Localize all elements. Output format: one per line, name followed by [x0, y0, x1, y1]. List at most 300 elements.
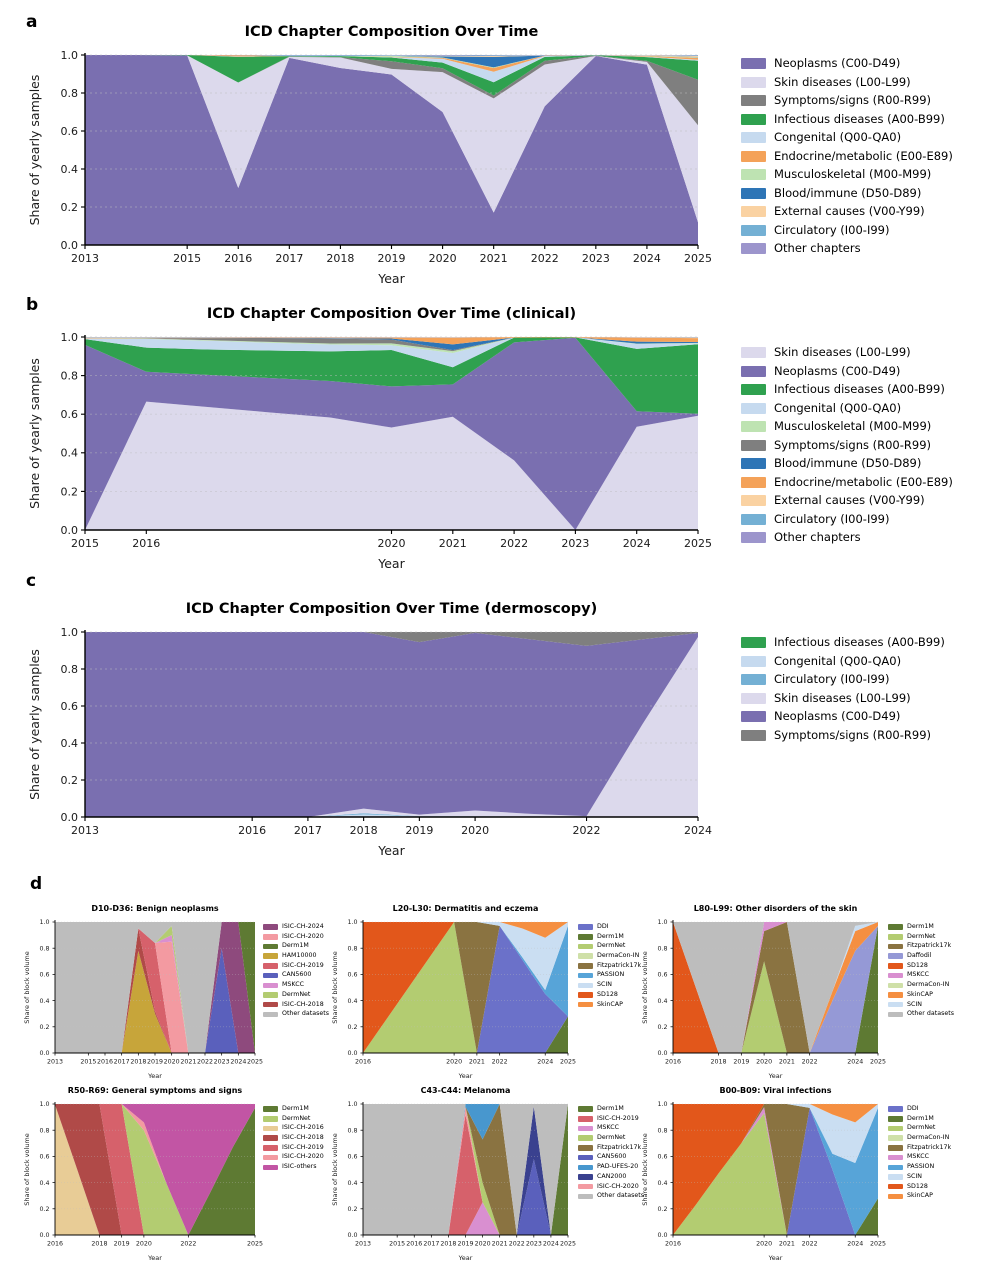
legend-label: Blood/immune (D50-D89): [774, 185, 922, 200]
legend-swatch-icon: [888, 1155, 903, 1161]
legend-d1: [263, 924, 329, 1021]
legend-label: SCIN: [907, 1000, 922, 1008]
legend-item: [741, 511, 953, 526]
legend-item: [263, 1135, 324, 1141]
legend-label: Congenital (Q00-QA0): [774, 130, 902, 144]
legend-swatch-icon: [888, 992, 903, 998]
y-axis-label: Share of block volume: [641, 951, 649, 1024]
legend-swatch-icon: [263, 1126, 278, 1132]
x-axis-label: Year: [458, 1072, 473, 1080]
legend-item: [263, 1106, 324, 1112]
chart-d1-title: D10-D36: Benign neoplasms: [91, 904, 219, 913]
legend-swatch-icon: [578, 1194, 593, 1200]
legend-swatch-icon: [578, 992, 593, 998]
x-tick-label: 2017: [293, 824, 322, 837]
legend-swatch-icon: [578, 1155, 593, 1161]
legend-label: SD128: [907, 1182, 928, 1190]
x-tick-label: 2024: [632, 252, 661, 265]
legend-label: Infectious diseases (A00-B99): [774, 635, 945, 649]
legend-item: [263, 992, 329, 998]
legend-label: SkinCAP: [597, 1000, 623, 1008]
legend-swatch-icon: [263, 983, 278, 989]
legend-swatch-icon: [888, 1116, 903, 1122]
legend-item: [578, 982, 641, 988]
x-tick-label: 2021: [468, 1058, 485, 1066]
x-tick-label: 2022: [508, 1240, 525, 1248]
legend-item: [263, 1125, 324, 1131]
y-axis-label: Share of block volume: [23, 951, 31, 1024]
legend-swatch-icon: [741, 169, 766, 180]
legend-swatch-icon: [578, 1165, 593, 1171]
legend-item: [888, 1125, 951, 1131]
legend-label: Derm1M: [597, 932, 624, 940]
legend-swatch-icon: [578, 1184, 593, 1190]
legend-item: [741, 532, 953, 544]
x-tick-label: 2013: [71, 252, 99, 265]
legend-swatch-icon: [263, 944, 278, 950]
legend-swatch-icon: [263, 963, 278, 969]
y-tick-label: 0.4: [60, 162, 78, 176]
legend-swatch-icon: [888, 1145, 903, 1151]
chart-c-plot: [15, 618, 710, 865]
x-tick-label: 2021: [438, 537, 467, 550]
legend-item: [888, 1174, 951, 1180]
legend-swatch-icon: [741, 58, 766, 69]
x-tick-label: 2019: [733, 1058, 750, 1066]
legend-swatch-icon: [741, 403, 766, 414]
legend-label: Congenital (Q00-QA0): [774, 400, 902, 415]
legend-swatch-icon: [888, 924, 903, 930]
y-tick-label: 0.6: [347, 971, 358, 979]
legend-item: [888, 963, 954, 969]
x-tick-label: 2022: [572, 824, 601, 837]
legend-label: Infectious diseases (A00-B99): [774, 111, 945, 126]
legend-item: [741, 111, 953, 126]
legend-swatch-icon: [578, 1135, 593, 1141]
y-tick-label: 0.0: [60, 238, 78, 252]
legend-swatch-icon: [741, 384, 766, 395]
legend-b: [741, 347, 953, 551]
x-tick-label: 2024: [847, 1058, 864, 1066]
legend-swatch-icon: [578, 963, 593, 969]
legend-label: Skin diseases (L00-L99): [774, 345, 911, 359]
y-tick-label: 0.2: [39, 1206, 50, 1214]
legend-label: CAN5600: [282, 971, 312, 979]
legend-item: [263, 963, 329, 969]
chart-d2-title: L20-L30: Dermatitis and eczema: [392, 904, 539, 913]
legend-label: DermNet: [282, 990, 311, 998]
legend-label: Circulatory (I00-I99): [774, 672, 890, 686]
x-tick-label: 2016: [96, 1058, 114, 1066]
y-tick-label: 0.4: [60, 736, 78, 750]
legend-label: Neoplasms (C00-D49): [774, 363, 901, 378]
legend-swatch-icon: [741, 347, 766, 358]
legend-swatch-icon: [888, 1002, 903, 1008]
y-tick-label: 1.0: [39, 1101, 50, 1109]
legend-label: ISIC-CH-2016: [282, 1124, 324, 1132]
legend-item: [578, 1164, 644, 1170]
legend-label: Derm1M: [907, 923, 934, 930]
legend-label: ISIC-CH-2020: [282, 932, 324, 940]
legend-swatch-icon: [263, 1012, 278, 1018]
chart-a-plot: [15, 41, 710, 293]
x-tick-label: 2020: [135, 1240, 152, 1248]
y-axis-label: Share of yearly samples: [27, 649, 42, 800]
legend-label: External causes (V00-Y99): [774, 204, 925, 218]
x-tick-label: 2016: [46, 1240, 64, 1248]
x-axis-label: Year: [148, 1254, 162, 1262]
y-tick-label: 0.0: [657, 1232, 668, 1240]
chart-d2-plot: [329, 914, 577, 1085]
y-tick-label: 0.0: [39, 1232, 50, 1240]
legend-swatch-icon: [578, 924, 593, 930]
legend-item: [741, 243, 953, 255]
legend-label: MSKCC: [907, 1153, 930, 1161]
legend-item: [578, 1145, 644, 1151]
legend-item: [741, 653, 945, 668]
legend-label: DDI: [597, 923, 609, 930]
legend-item: [741, 421, 953, 433]
legend-item: [263, 953, 329, 959]
legend-label: Fitzpatrick17k: [597, 1143, 642, 1151]
legend-item: [888, 1193, 951, 1199]
y-tick-label: 0.2: [60, 485, 78, 499]
legend-label: Other chapters: [774, 241, 861, 255]
legend-item: [888, 934, 954, 940]
legend-label: DermNet: [907, 1124, 936, 1132]
x-axis-label: Year: [458, 1254, 473, 1262]
legend-swatch-icon: [741, 711, 766, 722]
chart-b-title: ICD Chapter Composition Over Time (clinical): [206, 306, 577, 322]
x-tick-label: 2023: [581, 252, 610, 265]
x-tick-label: 2020: [446, 1058, 463, 1066]
x-tick-label: 2013: [46, 1058, 64, 1066]
legend-label: SCIN: [597, 981, 612, 989]
legend-label: Derm1M: [597, 1105, 624, 1112]
legend-item: [888, 1106, 951, 1112]
x-tick-label: 2016: [224, 252, 253, 265]
x-tick-label: 2019: [113, 1240, 130, 1248]
legend-swatch-icon: [741, 477, 766, 488]
legend-swatch-icon: [578, 1145, 593, 1151]
x-tick-label: 2015: [389, 1240, 406, 1248]
legend-swatch-icon: [888, 1135, 903, 1141]
legend-item: [888, 1145, 951, 1151]
legend-label: Derm1M: [282, 1105, 309, 1112]
legend-swatch-icon: [741, 674, 766, 685]
legend-label: SkinCAP: [907, 1192, 933, 1200]
x-axis-label: Year: [148, 1072, 162, 1080]
y-axis-label: Share of yearly samples: [27, 74, 42, 226]
series-neoplasms-c00-d49-: [85, 55, 698, 245]
x-tick-label: 2015: [80, 1058, 97, 1066]
chart-d3-plot: [639, 914, 887, 1085]
legend-swatch-icon: [741, 151, 766, 162]
legend-item: [578, 1184, 644, 1190]
legend-item: [888, 1154, 951, 1160]
x-tick-label: 2019: [377, 252, 406, 265]
panel-label-b: b: [26, 295, 39, 315]
legend-label: Derm1M: [907, 1114, 934, 1122]
legend-item: [888, 943, 954, 949]
legend-item: [888, 924, 954, 930]
x-tick-label: 2015: [173, 252, 202, 265]
y-tick-label: 0.4: [39, 997, 50, 1005]
legend-label: Infectious diseases (A00-B99): [774, 382, 945, 396]
y-tick-label: 1.0: [39, 919, 50, 927]
x-tick-label: 2022: [500, 537, 529, 550]
y-tick-label: 0.0: [60, 523, 78, 537]
legend-swatch-icon: [578, 953, 593, 959]
y-tick-label: 0.4: [60, 446, 78, 460]
legend-label: Other chapters: [774, 530, 861, 544]
legend-swatch-icon: [578, 934, 593, 940]
x-tick-label: 2018: [710, 1058, 727, 1066]
x-tick-label: 2023: [525, 1240, 542, 1248]
legend-label: ISIC-CH-2019: [282, 961, 324, 969]
chart-d5-plot: [329, 1096, 577, 1267]
y-tick-label: 1.0: [347, 919, 358, 927]
chart-d6-plot: [639, 1096, 887, 1267]
y-tick-label: 0.6: [39, 971, 50, 979]
legend-swatch-icon: [888, 1174, 903, 1180]
x-tick-label: 2020: [428, 252, 457, 265]
x-axis-label: Year: [378, 271, 405, 286]
legend-swatch-icon: [741, 656, 766, 667]
legend-label: DermNet: [597, 1134, 626, 1142]
legend-item: [578, 1193, 644, 1199]
legend-item: [578, 943, 641, 949]
x-tick-label: 2016: [354, 1058, 372, 1066]
y-tick-label: 0.2: [347, 1024, 358, 1032]
y-tick-label: 0.4: [39, 1179, 50, 1187]
x-tick-label: 2020: [461, 824, 490, 837]
legend-label: DermaCon-IN: [907, 1134, 950, 1142]
legend-item: [888, 972, 954, 978]
legend-item: [888, 992, 954, 998]
x-tick-label: 2018: [440, 1240, 457, 1248]
legend-item: [578, 1106, 644, 1112]
legend-item: [263, 924, 329, 930]
x-tick-label: 2016: [664, 1058, 682, 1066]
legend-item: [263, 1011, 329, 1017]
legend-label: SD128: [907, 961, 928, 969]
legend-label: Symptoms/signs (R00-R99): [774, 93, 932, 107]
legend-label: Blood/immune (D50-D89): [774, 456, 922, 470]
legend-label: Fitzpatrick17k: [597, 961, 642, 969]
legend-label: Fitzpatrick17k: [907, 1143, 952, 1151]
y-tick-label: 0.8: [60, 86, 78, 100]
legend-item: [741, 222, 953, 237]
y-tick-label: 0.0: [657, 1050, 668, 1058]
x-tick-label: 2020: [756, 1240, 773, 1248]
legend-item: [741, 206, 953, 218]
legend-item: [263, 982, 329, 988]
x-tick-label: 2020: [163, 1058, 180, 1066]
y-tick-label: 0.2: [39, 1024, 50, 1032]
legend-label: ISIC-CH-2018: [282, 1000, 324, 1008]
legend-item: [263, 1116, 324, 1122]
legend-item: [578, 1002, 641, 1008]
legend-swatch-icon: [263, 1155, 278, 1161]
legend-label: External causes (V00-Y99): [774, 493, 925, 507]
x-tick-label: 2022: [196, 1058, 214, 1066]
x-tick-label: 2021: [180, 1058, 197, 1066]
y-axis-label: Share of block volume: [23, 1133, 31, 1206]
panel-label-a: a: [26, 12, 38, 32]
legend-item: [741, 95, 953, 107]
legend-item: [741, 74, 953, 89]
legend-swatch-icon: [888, 944, 903, 950]
legend-label: ISIC-CH-2020: [597, 1182, 639, 1190]
legend-label: Circulatory (I00-I99): [774, 222, 890, 237]
legend-label: Musculoskeletal (M00-M99): [774, 419, 932, 433]
legend-swatch-icon: [888, 934, 903, 940]
x-tick-label: 2025: [559, 1058, 577, 1066]
legend-item: [263, 1145, 324, 1151]
legend-item: [578, 953, 641, 959]
legend-item: [741, 148, 953, 163]
legend-label: Circulatory (I00-I99): [774, 511, 890, 526]
legend-label: SD128: [597, 990, 618, 998]
legend-item: [888, 953, 954, 959]
legend-swatch-icon: [741, 532, 766, 543]
panel-label-c: c: [26, 571, 37, 591]
legend-label: DDI: [907, 1105, 919, 1112]
legend-swatch-icon: [263, 1116, 278, 1122]
x-axis-label: Year: [378, 556, 405, 571]
x-tick-label: 2024: [542, 1240, 559, 1248]
y-tick-label: 0.2: [657, 1206, 668, 1214]
legend-swatch-icon: [263, 1135, 278, 1141]
legend-swatch-icon: [741, 95, 766, 106]
x-tick-label: 2021: [491, 1240, 508, 1248]
x-tick-label: 2022: [801, 1058, 818, 1066]
x-tick-label: 2021: [778, 1240, 795, 1248]
x-tick-label: 2025: [684, 537, 712, 550]
y-tick-label: 0.6: [39, 1153, 50, 1161]
legend-swatch-icon: [888, 1106, 903, 1112]
x-tick-label: 2020: [474, 1240, 491, 1248]
legend-item: [578, 1116, 644, 1122]
legend-swatch-icon: [263, 924, 278, 930]
legend-d3: [888, 924, 954, 1021]
chart-a-title: ICD Chapter Composition Over Time: [244, 24, 539, 40]
legend-label: HAM10000: [282, 952, 317, 960]
legend-swatch-icon: [741, 458, 766, 469]
legend-item: [263, 1002, 329, 1008]
y-axis-label: Share of block volume: [641, 1133, 649, 1206]
legend-item: [741, 363, 953, 378]
legend-item: [578, 1174, 644, 1180]
legend-label: Endocrine/metabolic (E00-E89): [774, 474, 953, 489]
legend-c: [741, 637, 945, 748]
x-tick-label: 2019: [405, 824, 434, 837]
legend-swatch-icon: [888, 973, 903, 979]
legend-label: PASSION: [597, 971, 625, 979]
x-tick-label: 2016: [132, 537, 161, 550]
y-tick-label: 0.4: [347, 997, 358, 1005]
legend-d2: [578, 924, 641, 1011]
y-tick-label: 0.6: [60, 408, 78, 422]
y-axis-label: Share of block volume: [331, 1133, 339, 1206]
legend-item: [578, 963, 641, 969]
legend-label: Other datasets: [282, 1010, 329, 1018]
y-tick-label: 0.8: [39, 1127, 50, 1135]
legend-label: DermNet: [597, 942, 626, 950]
legend-swatch-icon: [578, 944, 593, 950]
legend-swatch-icon: [263, 1165, 278, 1171]
legend-item: [263, 972, 329, 978]
legend-swatch-icon: [741, 366, 766, 377]
legend-swatch-icon: [741, 225, 766, 236]
legend-label: Symptoms/signs (R00-R99): [774, 437, 932, 452]
x-tick-label: 2017: [113, 1058, 130, 1066]
legend-d5: [578, 1106, 644, 1203]
y-tick-label: 1.0: [60, 625, 78, 639]
legend-swatch-icon: [888, 1012, 903, 1018]
x-tick-label: 2022: [801, 1240, 818, 1248]
legend-swatch-icon: [578, 1174, 593, 1180]
x-tick-label: 2024: [847, 1240, 864, 1248]
legend-swatch-icon: [888, 1165, 903, 1171]
legend-a: [741, 58, 953, 262]
x-axis-label: Year: [768, 1072, 783, 1080]
legend-item: [741, 474, 953, 489]
legend-label: Endocrine/metabolic (E00-E89): [774, 148, 953, 163]
legend-label: Neoplasms (C00-D49): [774, 709, 901, 723]
panel-label-d: d: [30, 874, 43, 894]
x-tick-label: 2018: [130, 1058, 147, 1066]
legend-swatch-icon: [888, 1126, 903, 1132]
legend-item: [741, 495, 953, 507]
legend-item: [741, 347, 953, 359]
x-tick-label: 2025: [869, 1240, 887, 1248]
x-tick-label: 2022: [530, 252, 559, 265]
x-tick-label: 2016: [406, 1240, 423, 1248]
legend-item: [578, 924, 641, 930]
y-tick-label: 0.8: [60, 662, 78, 676]
x-tick-label: 2019: [457, 1240, 474, 1248]
y-tick-label: 0.8: [39, 945, 50, 953]
legend-item: [741, 458, 953, 470]
legend-item: [888, 1011, 954, 1017]
y-tick-label: 0.6: [347, 1153, 358, 1161]
chart-d1-plot: [21, 914, 264, 1085]
legend-swatch-icon: [888, 963, 903, 969]
legend-label: ISIC-others: [282, 1163, 317, 1171]
x-tick-label: 2015: [71, 537, 99, 550]
x-tick-label: 2016: [238, 824, 267, 837]
legend-swatch-icon: [263, 1145, 278, 1151]
x-tick-label: 2021: [778, 1058, 795, 1066]
y-tick-label: 0.2: [657, 1024, 668, 1032]
y-tick-label: 0.4: [657, 1179, 668, 1187]
legend-d4: [263, 1106, 324, 1174]
legend-item: [741, 437, 953, 452]
legend-swatch-icon: [741, 693, 766, 704]
legend-swatch-icon: [578, 983, 593, 989]
y-tick-label: 1.0: [347, 1101, 358, 1109]
legend-item: [888, 1164, 951, 1170]
legend-label: DermaCon-IN: [597, 952, 640, 960]
legend-label: MSKCC: [907, 971, 930, 979]
x-tick-label: 2023: [561, 537, 590, 550]
chart-d3-title: L80-L99: Other disorders of the skin: [693, 904, 858, 913]
y-tick-label: 0.8: [347, 1127, 358, 1135]
legend-label: Fitzpatrick17k: [907, 942, 952, 950]
legend-swatch-icon: [578, 1126, 593, 1132]
